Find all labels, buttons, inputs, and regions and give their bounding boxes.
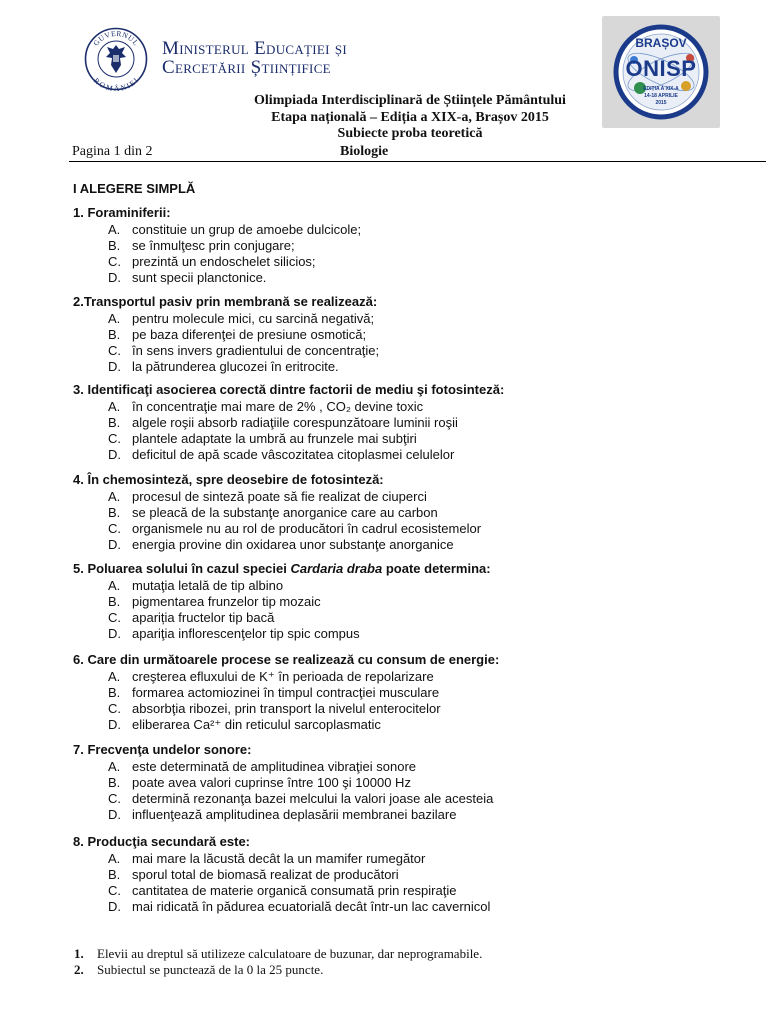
option-d [73,270,753,286]
section-title: I ALEGERE SIMPLĂ [73,181,196,196]
footnote-text: Subiectul se punctează de la 0 la 25 puncte. [97,962,324,977]
option-a [73,669,753,685]
option-c [73,701,753,717]
option-letter: C. [108,609,121,625]
option-letter: D. [108,537,121,553]
option-c [73,254,753,270]
logo-dates: 14-18 APRILIE [644,93,678,99]
option-letter: D. [108,270,121,286]
option-letter: B. [108,774,121,790]
option-text: absorbţia ribozei, prin transport la nivelul enterocitelor [132,700,441,716]
option-a [73,489,753,505]
option-letter: C. [108,342,121,358]
option-d [73,899,753,915]
option-a [73,399,753,415]
option-a [73,311,753,327]
option-c [73,343,753,359]
ministry-line-2: Cercetării Științifice [162,57,331,78]
title-line-1: Olimpiada Interdisciplinară de Științele Pământului [254,93,566,108]
option-a [73,222,753,238]
question-text: 3. Identificaţi asocierea corectă dintre factorii de mediu şi fotosinteză: [73,382,505,397]
option-b [73,238,753,254]
logo-city: BRAȘOV [635,36,687,50]
question-4 [73,472,753,553]
question-text-end: poate determina: [382,561,491,576]
option-a [73,759,753,775]
option-letter: C. [108,520,121,536]
option-text: algele roşii absorb radiaţiile corespunzătoare luminii roşii [132,414,458,430]
option-letter: D. [108,626,121,642]
header-divider [69,161,766,162]
option-text: determină rezonanţa bazei melcului la valori joase ale acesteia [132,790,494,806]
question-6 [73,652,753,733]
option-letter: B. [108,684,121,700]
option-d [73,537,753,553]
logo-name: ONISP [625,56,697,81]
option-text: organismele nu au rol de producători în cadrul ecosistemelor [132,520,482,536]
option-text: la pătrunderea glucozei în eritrocite. [132,359,339,375]
option-d [73,717,753,733]
option-letter: B. [108,504,121,520]
option-text: plantele adaptate la umbră au frunzele mai subţiri [132,430,417,446]
option-letter: A. [108,577,121,593]
question-2 [73,294,753,375]
footnote-number: 2. [74,962,84,977]
option-text: eliberarea Ca²⁺ din reticulul sarcoplasmatic [132,717,381,733]
question-5 [73,561,753,642]
option-text: deficitul de apă scade vâscozitatea citoplasmei celulelor [132,447,455,463]
option-a [73,851,753,867]
option-text: apariția fructelor tip bacă [132,609,275,625]
question-text: 4. În chemosinteză, spre deosebire de fotosinteză: [73,472,384,487]
question-1 [73,205,753,286]
title-line-2: Etapa națională – Ediția a XIX-a, Brașov 2015 [271,109,549,125]
option-text: energia provine din oxidarea unor substanţe anorganice [132,537,454,553]
option-c [73,521,753,537]
option-text: sunt specii planctonice. [132,270,267,286]
option-text: pe baza diferenţei de presiune osmotică; [132,326,367,342]
option-letter: D. [108,717,121,733]
option-text: prezintă un endoschelet silicios; [132,253,316,269]
option-letter: C. [108,882,121,898]
svg-text:GUVERNUL [91,29,140,48]
option-text: în sens invers gradientului de concentraţie; [132,342,380,358]
option-c [73,431,753,447]
option-b [73,775,753,791]
option-text: mai ridicată în pădurea ecuatorială decât într-un lac cavernicol [132,899,491,915]
option-letter: A. [108,398,121,414]
option-letter: A. [108,850,121,866]
option-b [73,594,753,610]
logo-year: 2015 [655,100,667,106]
option-d [73,447,753,463]
question-text: 7. Frecvenţa undelor sonore: [73,742,252,757]
question-text: 2.Transportul pasiv prin membrană se realizează: [73,294,378,309]
question-8 [73,834,753,915]
option-letter: B. [108,866,121,882]
option-c [73,610,753,626]
option-letter: A. [108,488,121,504]
svg-text:ROMÂNIEI [92,76,140,91]
option-letter: C. [108,430,121,446]
page-number: Pagina 1 din 2 [72,144,153,159]
option-text: cantitatea de materie organică consumată prin respiraţie [132,882,457,898]
option-text: se înmulţesc prin conjugare; [132,237,295,253]
option-letter: B. [108,326,121,342]
option-letter: C. [108,253,121,269]
option-d [73,807,753,823]
option-text: constituie un grup de amoebe dulcicole; [132,221,362,237]
option-letter: A. [108,221,121,237]
option-d [73,359,753,375]
option-letter: C. [108,790,121,806]
option-letter: D. [108,359,121,375]
option-text: se pleacă de la substanţe anorganice care au carbon [132,504,438,520]
option-letter: B. [108,414,121,430]
option-b [73,505,753,521]
option-text: mutaţia letală de tip albino [132,577,284,593]
option-b [73,685,753,701]
question-text [73,561,753,578]
option-text: sporul total de biomasă realizat de producători [132,866,399,882]
option-d [73,626,753,642]
option-text: mai mare la lăcustă decât la un mamifer rumegător [132,850,426,866]
option-text: formarea actomiozinei în timpul contracţiei musculare [132,684,440,700]
footnote-text: Elevii au dreptul să utilizeze calculatoare de buzunar, dar neprogramabile. [97,946,483,961]
option-letter: D. [108,447,121,463]
option-text: poate avea valori cuprinse între 100 şi 10000 Hz [132,774,411,790]
option-b [73,327,753,343]
option-text: influenţează amplitudinea deplasării membranei bazilare [132,807,457,823]
question-text: 8. Producţia secundară este: [73,834,251,849]
option-letter: D. [108,807,121,823]
option-c [73,883,753,899]
logo-edition: EDIȚIA A XIX-A [643,86,679,92]
option-b [73,415,753,431]
option-letter: D. [108,899,121,915]
option-letter: A. [108,758,121,774]
option-letter: C. [108,700,121,716]
question-text: 6. Care din următoarele procese se realizează cu consum de energie: [73,652,500,667]
title-line-3: Subiecte proba teoretică [337,126,483,141]
option-text: apariţia inflorescenţelor tip spic compus [132,626,360,642]
option-letter: B. [108,593,121,609]
option-text: creşterea efluxului de K⁺ în perioada de repolarizare [132,668,434,684]
question-text-start: 5. Poluarea solului în cazul speciei [73,561,291,576]
question-7 [73,742,753,823]
option-letter: A. [108,310,121,326]
gov-logo-top-text: GUVERNUL [91,28,141,48]
option-text: este determinată de amplitudinea vibraţiei sonore [132,758,417,774]
option-letter: B. [108,237,121,253]
option-text: pigmentarea frunzelor tip mozaic [132,593,321,609]
option-c [73,791,753,807]
species-name: Cardaria draba [290,561,383,576]
exam-title [150,93,670,143]
government-logo [84,27,148,91]
ministry-line-1: Ministerul Educației și [162,38,347,59]
option-text: pentru molecule mici, cu sarcină negativă; [132,310,375,326]
option-a [73,578,753,594]
option-text: în concentraţie mai mare de 2% , CO₂ devine toxic [132,398,424,414]
footnote-number: 1. [74,946,84,961]
question-text: 1. Foraminiferii: [73,205,171,220]
question-3 [73,382,753,463]
option-letter: A. [108,668,121,684]
subject-title: Biologie [340,144,389,159]
option-text: procesul de sinteză poate să fie realizat de ciuperci [132,488,427,504]
gov-logo-bottom-text: ROMÂNIEI [92,75,141,91]
ministry-name [162,39,347,77]
option-b [73,867,753,883]
